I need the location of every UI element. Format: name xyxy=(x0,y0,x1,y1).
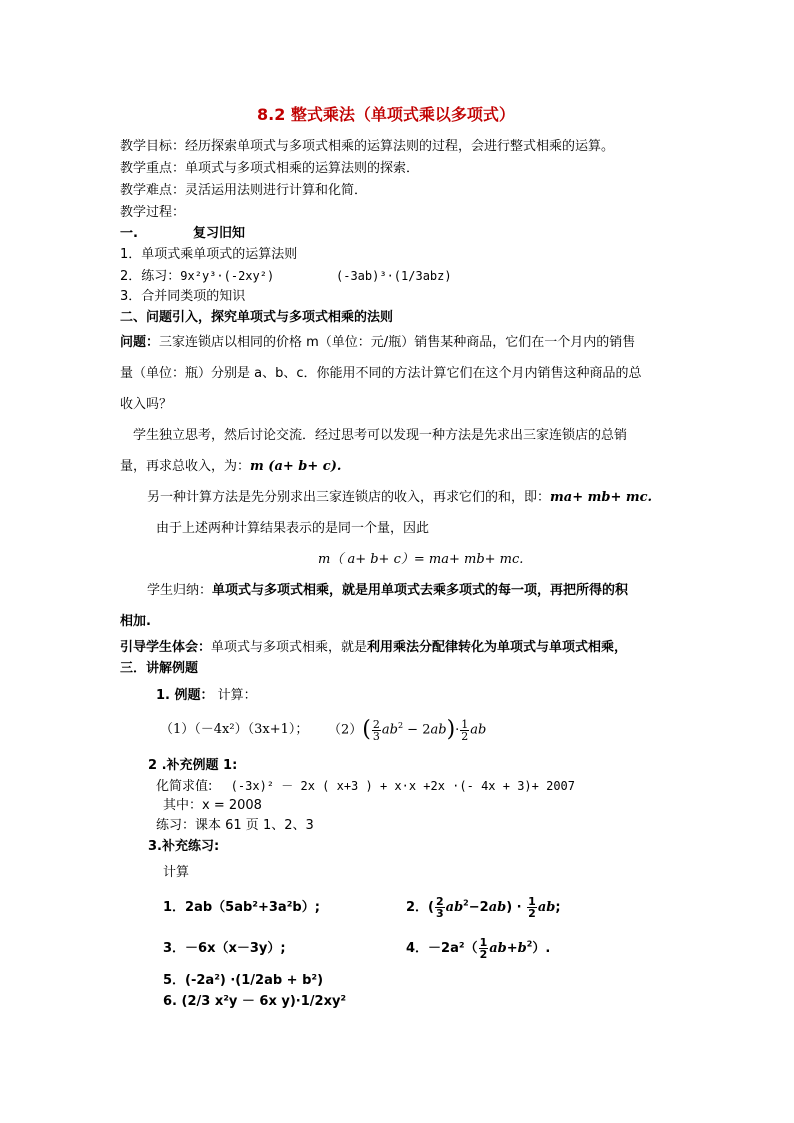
practice-item-4: 4．－2a²（ $\frac{1}{2}$ $ab+b^2$）. xyxy=(406,936,551,961)
key-point-text: 单项式与多项式相乘的运算法则的探索． xyxy=(185,161,420,176)
problem-text-1: 三家连锁店以相同的价格 m（单位：元/瓶）销售某种商品，它们在一个月内的销售 xyxy=(159,335,636,350)
section3-heading: 三．讲解例题 xyxy=(120,661,199,676)
objective-label: 教学目标： xyxy=(120,139,186,154)
section1-item2-b: (-3ab)³·(1/3abz) xyxy=(336,269,452,283)
other-method-text: 另一种计算方法是先分别求出三家连锁店的收入，再求它们的和，即： xyxy=(147,490,551,505)
summary-line-2: 相加. xyxy=(120,614,151,629)
guide-line xyxy=(120,640,627,656)
same-quantity-line: 由于上述两种计算结果表示的是同一个量，因此 xyxy=(156,521,430,536)
example3-title: 3.补充练习: xyxy=(148,839,220,854)
difficulty-label: 教学难点： xyxy=(120,183,186,198)
problem-label: 问题： xyxy=(120,335,160,350)
section1-item2 xyxy=(120,268,274,285)
page-title: 8.2 整式乘法（单项式乘以多项式） xyxy=(257,105,515,124)
example1-text: 计算： xyxy=(217,688,257,703)
key-point-line xyxy=(120,161,419,177)
calc-label: 计算 xyxy=(163,865,190,880)
distributive-equation: m（ a+ b+ c）= ma+ mb+ mc. xyxy=(318,552,524,567)
think-line-1: 学生独立思考，然后讨论交流．经过思考可以发现一种方法是先求出三家连锁店的总销 xyxy=(133,428,628,443)
section1-item2-a: 9x²y³·(-2xy²) xyxy=(180,269,275,283)
example1-part-a: （1）（－4x²）（3x+1）； xyxy=(160,722,309,737)
section1-num: 一. xyxy=(120,226,138,241)
guide-text: 单项式与多项式相乘，就是 xyxy=(211,640,368,655)
other-method-line xyxy=(147,490,652,506)
example1-part-b: （2）( $\frac{2}{3}$ $ab^2 - 2ab)\cdot$ $\frac{1}{2}$ ab xyxy=(328,717,487,743)
practice-item-6: 6. (2/3 x²y － 6x y)·1/2xy² xyxy=(163,994,347,1009)
summary-text-1: 单项式与多项式相乘，就是用单项式去乘多项式的每一项，再把所得的积 xyxy=(212,583,629,598)
difficulty-text: 灵活运用法则进行计算和化简． xyxy=(185,183,368,198)
example2-line-2: 其中：x = 2008 xyxy=(163,798,262,813)
example1-label: 1. 例题： xyxy=(156,688,214,703)
other-method-expression: ma+ mb+ mc. xyxy=(550,490,653,505)
guide-label: 引导学生体会： xyxy=(120,640,212,655)
example1-part-b-label: （2） xyxy=(328,722,363,738)
section1-title: 复习旧知 xyxy=(193,226,246,241)
practice-item-2: 2．( $\frac{2}{3}$ $ab^2-2ab$) · $\frac{1}{2}$ ab; xyxy=(406,895,561,920)
section1-heading xyxy=(120,226,245,242)
problem-line-2: 量（单位：瓶）分别是 a、b、c．你能用不同的方法计算它们在这个月内销售这种商品的总 xyxy=(120,366,642,381)
problem-line-3: 收入吗？ xyxy=(120,397,173,412)
example2-title: 2 .补充例题 1: xyxy=(148,758,238,773)
guide-bold-text: 利用乘法分配律转化为单项式与单项式相乘， xyxy=(367,640,628,655)
problem-line-1 xyxy=(120,335,635,351)
practice-item-2-label: 2． xyxy=(406,900,429,915)
practice-item-4-label: 4．－2a²（ xyxy=(406,941,478,956)
practice-item-1: 1．2ab（5ab²+3a²b）; xyxy=(163,900,320,915)
practice-line: 练习：课本 61 页 1、2、3 xyxy=(156,818,314,833)
practice-item-5: 5．(-2a²) ·(1/2ab + b²) xyxy=(163,973,324,988)
section1-item1: 1．单项式乘单项式的运算法则 xyxy=(120,247,298,262)
objective-text: 经历探索单项式与多项式相乘的运算法则的过程，会进行整式相乘的运算。 xyxy=(185,139,615,154)
summary-line-1 xyxy=(147,583,628,599)
example2-line-1 xyxy=(156,778,575,795)
difficulty-line xyxy=(120,183,367,199)
example2-expression: (-3x)² － 2x ( x+3 ) + x·x +2x ·(- 4x + 3)+ 2007 xyxy=(230,779,576,793)
summary-label: 学生归纳： xyxy=(147,583,213,598)
think-text-2: 量，再求总收入，为： xyxy=(120,459,251,474)
objective-line xyxy=(120,139,614,155)
section2-heading: 二、问题引入，探究单项式与多项式相乘的法则 xyxy=(120,310,394,325)
think-expression: m (a+ b+ c). xyxy=(250,459,342,474)
key-point-label: 教学重点： xyxy=(120,161,186,176)
think-line-2 xyxy=(120,459,341,475)
example2-label: 化简求值: xyxy=(156,779,213,794)
practice-item-3: 3．－6x（x－3y）; xyxy=(163,941,286,956)
section1-item3: 3．合并同类项的知识 xyxy=(120,289,246,304)
example1-line xyxy=(156,688,257,704)
process-label: 教学过程： xyxy=(120,205,186,220)
section1-item2-label: 2．练习： xyxy=(120,269,181,284)
